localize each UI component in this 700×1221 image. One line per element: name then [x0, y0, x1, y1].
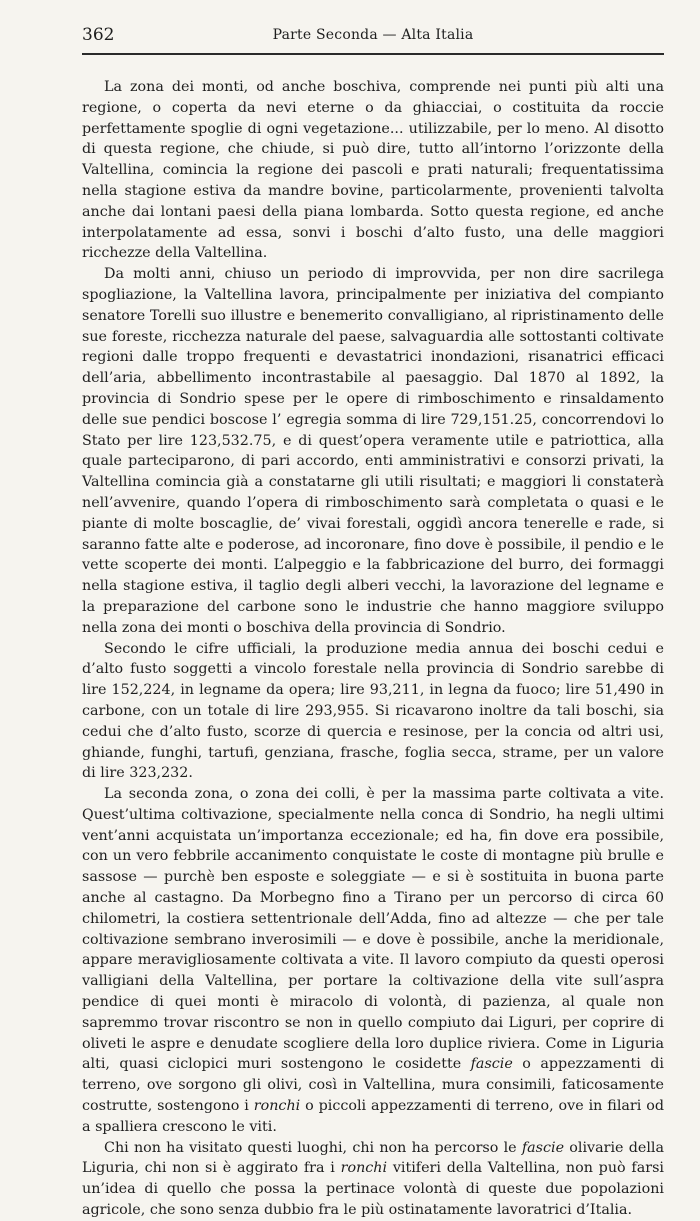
body-text: [82, 77, 664, 1221]
text-segment: Secondo le cifre ufficiali, la produzione media annua dei boschi cedui e d’alto fusto soggetti a vincolo forestale nella provincia di Sondrio sarebbe di lire 152,224, in legname da opera; lire 93,211, in legna da fuoco; lire 51,490 in carbone, con un totale di lire 293,955. Si ricavarono inoltre da tali boschi, sia cedui che d’alto fusto, scorze di quercia e resinose, per la concia od altri usi, ghiande, funghi, tartufi, genziana, frasche, foglia secca, strame, per un valore di lire 323,232.: [82, 640, 664, 782]
running-title: Parte Seconda — Alta Italia: [272, 27, 474, 43]
paragraph-zona-colli: [82, 784, 664, 1138]
page-number: 362: [82, 25, 115, 45]
text-segment: o piccoli appezzamenti di terreno, ove in filari od a spalliera crescono le viti.: [82, 1098, 664, 1135]
text-segment: o appezzamenti di terreno, ove sorgono gli olivi, così in Valtellina, mura consimili, faticosamente costrutte, sostengono i: [82, 1056, 664, 1115]
italic-term: fascie: [470, 1056, 513, 1073]
book-page: [82, 22, 664, 1221]
page-header: [82, 22, 664, 48]
header-rule: [82, 53, 664, 55]
text-segment: La seconda zona, o zona dei colli, è per la massima parte coltivata a vite. Quest’ultima coltivazione, specialmente nella conca di Sondrio, ha negli ultimi vent’anni acquistata un’importanza eccezionale; ed ha, fin dove era possibile, con un vero febbrile accanimento conquistate le coste di montagne più brulle e sassose — purchè ben esposte e soleggiate — e si è sostituita in buona parte anche al castagno. Da Morbegno fino a Tirano per un percorso di circa 60 chilometri, la costiera settentrionale dell’Adda, fino ad altezze — che per tale coltivazione sembrano inverosimili — e dove è possibile, anche la meridionale, appare meravigliosamente coltivata a vite. Il lavoro compiuto da questi operosi valligiani della Valtellina, per portare la coltivazione della vite sull’aspra pendice di quei monti è miracolo di volontà, di pazienza, al quale non sapremmo trovar riscontro se non in quello compiuto dai Liguri, per coprire di oliveti le aspre e denudate scogliere della loro duplice riviera. Come in Liguria alti, quasi ciclopici muri sostengono le cosidette: [82, 786, 664, 1073]
italic-term: ronchi: [340, 1160, 388, 1177]
text-segment: olivarie della Liguria, chi non si è aggirato fra i: [82, 1139, 665, 1177]
paragraph-cifre-ufficiali: [82, 639, 664, 785]
text-segment: Da molti anni, chiuso un periodo di improvvida, per non dire sacrilega spogliazione, la Valtellina lavora, principalmente per iniziativa del compianto senatore Torelli suo illustre e benemerito convalligiano, al ripristinamento delle sue foreste, ricchezza naturale del paese, salvaguardia alle sottostanti coltivate regioni dalle troppo frequenti e devastatrici inondazioni, risanatrici efficaci dell’aria, abbellimento incontrastabile al paesaggio. Dal 1870 al 1892, la provincia di Sondrio spese per le opere di rimboschimento e rinsaldamento delle sue pendici boscose l’ egregia somma di lire 729,151.25, concorrendovi lo Stato per lire 123,532.75, e di quest’opera veramente utile e patriottica, alla quale parteciparono, di pari accordo, enti amministrativi e consorzi privati, la Valtellina comincia già a constatarne gli utili risultati; e maggiori li constaterà nell’avvenire, quando l’opera di rimboschimento sarà completata o quasi e le piante di molte boscaglie, de’ vivai forestali, oggidì ancora tenerelle e rade, si saranno fatte alte e poderose, ad incoronare, fino dove è possibile, il pendio e le vette scoperte dei monti. L’alpeggio e la fabbricazione del burro, dei formaggi nella stagione estiva, il taglio degli alberi vecchi, la lavorazione del legname e la preparazione del carbone sono le industrie che hanno maggiore sviluppo nella zona dei monti o boschiva della provincia di Sondrio.: [82, 266, 664, 636]
text-segment: Chi non ha visitato questi luoghi, chi non ha percorso le: [104, 1139, 522, 1156]
text-segment: La zona dei monti, od anche boschiva, comprende nei punti più alti una regione, o coperta da nevi eterne o da ghiacciai, o costituita da roccie perfettamente spoglie di ogni vegetazione... utilizzabile, per lo meno. Al disotto di questa regione, che chiude, si può dire, tutto all’intorno l’orizzonte della Valtellina, comincia la regione dei pascoli e prati naturali; frequentatissima nella stagione estiva da mandre bovine, particolarmente, provenienti talvolta anche dai lontani paesi della piana lombarda. Sotto questa regione, ed anche interpolatamente ad essa, sonvi i boschi d’alto fusto, una delle maggiori ricchezze della Valtellina.: [82, 79, 664, 262]
paragraph-conclusione: [82, 1138, 664, 1221]
paragraph-rimboschimento: [82, 264, 664, 638]
italic-term: fascie: [521, 1139, 565, 1156]
text-segment: vitiferi della Valtellina, non può farsi un’idea di quello che possa la pertinace volontà di queste due popolazioni agricole, che sono senza dubbio fra le più ostinatamente lavoratrici d’Italia.: [82, 1160, 664, 1219]
paragraph-zona-monti: [82, 77, 664, 264]
italic-term: ronchi: [253, 1098, 301, 1115]
